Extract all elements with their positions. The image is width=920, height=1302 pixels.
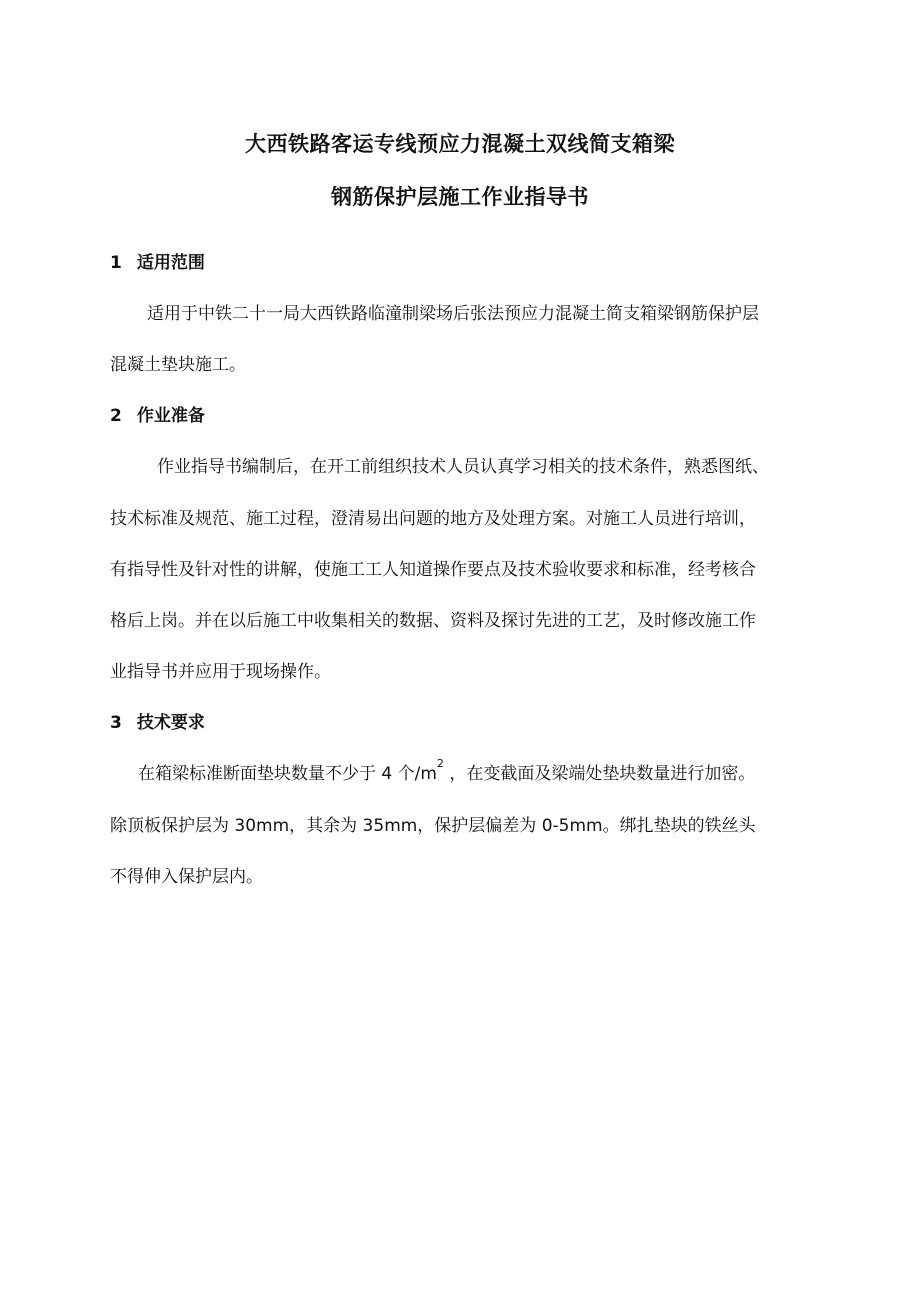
section-number: 2 bbox=[110, 406, 122, 426]
paragraph-line: 除顶板保护层为 30mm，其余为 35mm，保护层偏差为 0-5mm。绑扎垫块的铁丝头 bbox=[110, 816, 756, 836]
line-text: 在箱梁标准断面垫块数量不少于 4 个/m bbox=[138, 764, 437, 784]
paragraph-line: 技术标准及规范、施工过程，澄清易出问题的地方及处理方案。对施工人员进行培训， bbox=[110, 509, 756, 529]
section-1-heading bbox=[110, 248, 205, 273]
section-2-heading bbox=[110, 401, 205, 426]
paragraph-line: 有指导性及针对性的讲解，使施工工人知道操作要点及技术验收要求和标准，经考核合 bbox=[110, 560, 756, 580]
superscript-exponent: 2 bbox=[436, 757, 444, 770]
section-3-heading bbox=[110, 708, 205, 733]
line-text: ，在变截面及梁端处垫块数量进行加密。 bbox=[443, 764, 756, 784]
paragraph-line: 不得伸入保护层内。 bbox=[110, 867, 263, 887]
paragraph-line: 作业指导书编制后，在开工前组织技术人员认真学习相关的技术条件，熟悉图纸、 bbox=[157, 457, 769, 477]
section-number: 3 bbox=[110, 713, 122, 733]
paragraph-line-with-unit bbox=[138, 759, 755, 784]
paragraph-line: 混凝土垫块施工。 bbox=[110, 355, 246, 375]
paragraph-line: 业指导书并应用于现场操作。 bbox=[110, 662, 331, 682]
paragraph-line: 格后上岗。并在以后施工中收集相关的数据、资料及探讨先进的工艺，及时修改施工作 bbox=[110, 611, 756, 631]
paragraph-line: 适用于中铁二十一局大西铁路临潼制梁场后张法预应力混凝土简支箱梁钢筋保护层 bbox=[147, 304, 759, 324]
section-title: 适用范围 bbox=[136, 253, 205, 273]
section-number: 1 bbox=[110, 253, 122, 273]
section-title: 技术要求 bbox=[136, 713, 205, 733]
document-title-line-2: 钢筋保护层施工作业指导书 bbox=[331, 185, 589, 209]
document-title-line-1: 大西铁路客运专线预应力混凝土双线简支箱梁 bbox=[245, 132, 675, 156]
section-title: 作业准备 bbox=[136, 406, 205, 426]
